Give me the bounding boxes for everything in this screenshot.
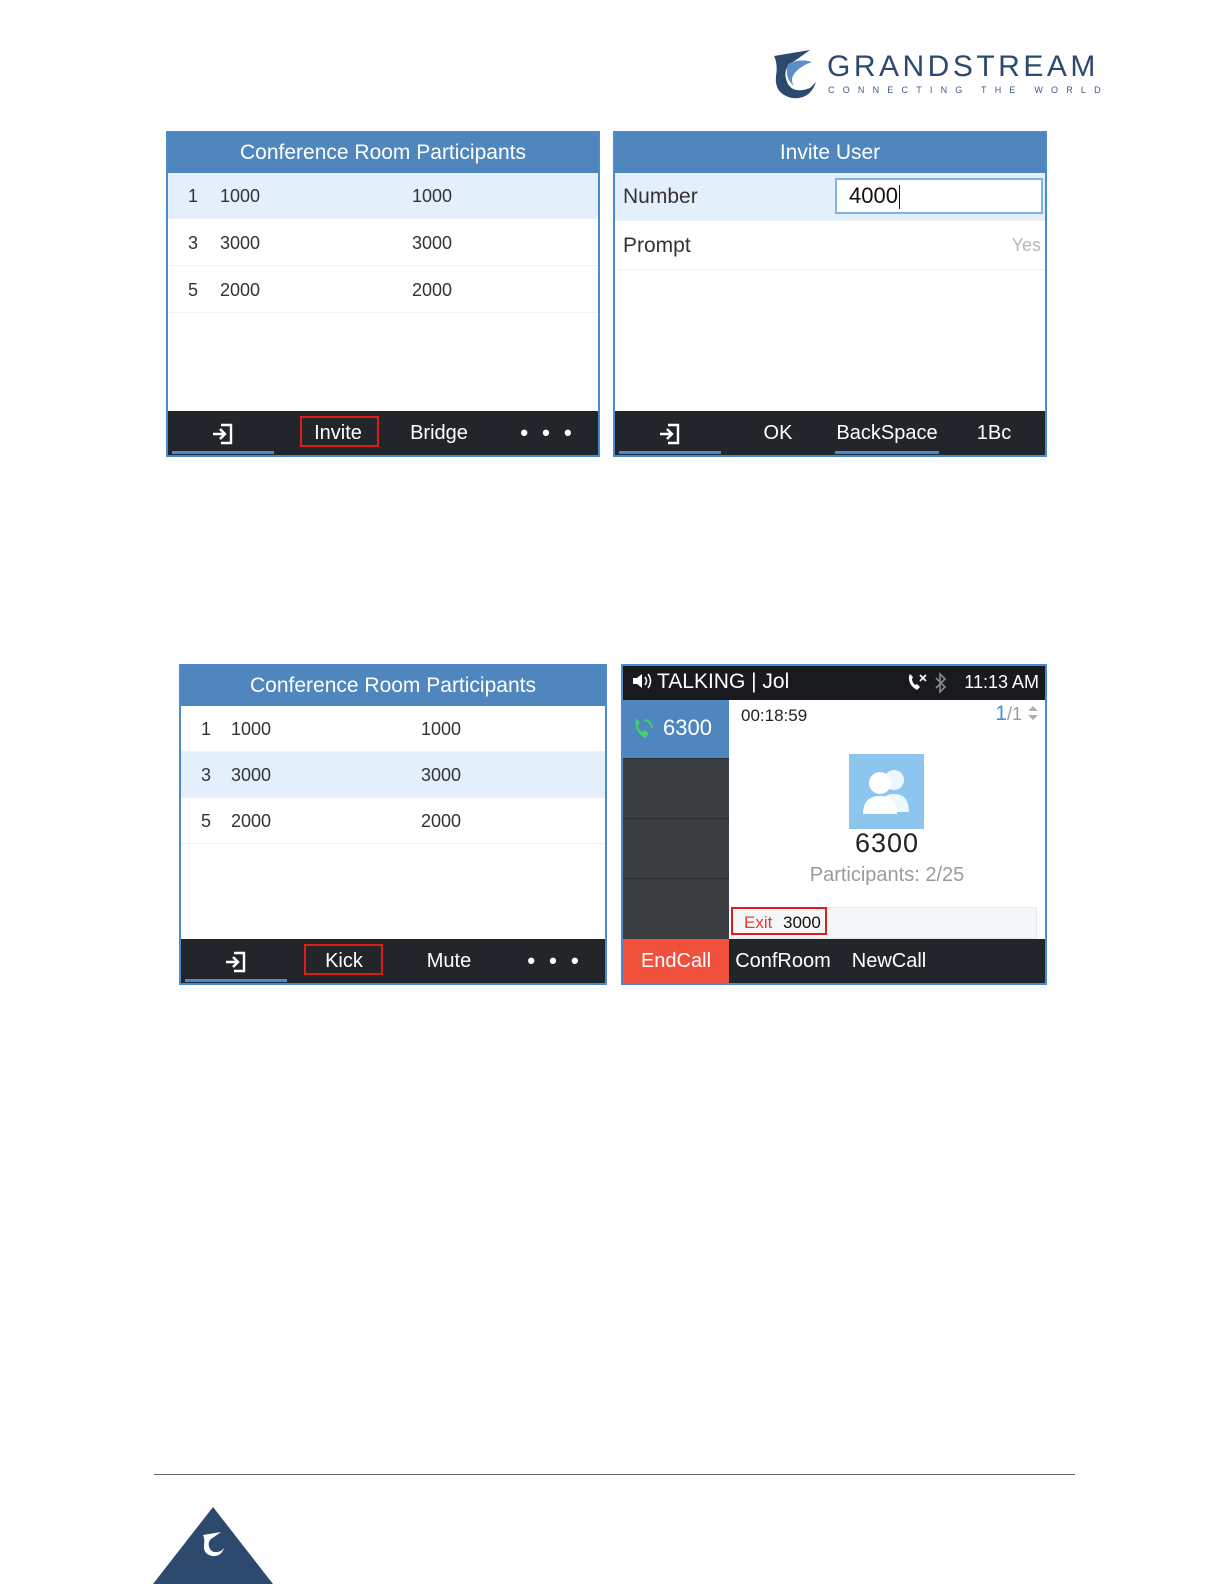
footer-divider xyxy=(154,1474,1075,1475)
participant-index: 3 xyxy=(201,765,212,785)
participant-name: 1000 xyxy=(220,186,261,206)
input-mode-softkey[interactable]: 1Bc xyxy=(976,422,1012,444)
prompt-row[interactable] xyxy=(615,222,1045,270)
mute-softkey[interactable]: Mute xyxy=(426,950,472,972)
exit-number: 3000 xyxy=(783,913,821,932)
page-total: /1 xyxy=(1006,704,1022,724)
missed-call-icon xyxy=(906,673,928,693)
talking-screen xyxy=(621,664,1047,985)
brand-name: GRANDSTREAM xyxy=(827,50,1099,83)
more-softkey[interactable]: • • • xyxy=(527,948,583,973)
grandstream-logo xyxy=(770,48,1109,100)
participant-name: 2000 xyxy=(220,280,261,300)
invite-softkey[interactable]: Invite xyxy=(314,422,362,444)
empty-line-slot[interactable] xyxy=(623,878,729,937)
prompt-value: Yes xyxy=(1011,235,1041,255)
participant-number: 1000 xyxy=(412,186,453,206)
number-row xyxy=(615,173,1045,221)
number-label: Number xyxy=(623,185,698,208)
grandstream-swirl-icon xyxy=(770,48,820,100)
bridge-softkey[interactable]: Bridge xyxy=(410,422,468,444)
participant-row[interactable] xyxy=(181,706,605,752)
backspace-softkey[interactable] xyxy=(833,411,941,455)
phone-call-icon xyxy=(631,717,655,741)
footer-brand-badge-icon xyxy=(153,1507,273,1584)
line-panel xyxy=(623,700,729,939)
newcall-softkey[interactable]: NewCall xyxy=(851,950,927,972)
back-enter-icon xyxy=(658,422,682,446)
softkey-bar xyxy=(615,411,1045,455)
screen-title: Conference Room Participants xyxy=(168,133,598,173)
softkey-bar xyxy=(181,939,605,983)
screen-title: Invite User xyxy=(615,133,1045,173)
conference-avatar-icon xyxy=(849,754,924,829)
participant-name: 2000 xyxy=(231,811,272,831)
participant-row[interactable] xyxy=(181,798,605,844)
focus-underline xyxy=(619,451,721,454)
call-panel xyxy=(729,700,1045,939)
up-down-arrows-icon xyxy=(1027,705,1039,721)
call-duration: 00:18:59 xyxy=(741,706,808,725)
back-enter-icon xyxy=(224,950,248,974)
endcall-softkey[interactable]: EndCall xyxy=(623,939,729,983)
back-enter-icon xyxy=(211,422,235,446)
call-status-text: TALKING | Jol xyxy=(657,670,790,693)
participant-index: 1 xyxy=(201,719,212,739)
brand-tagline: CONNECTING THE WORLD xyxy=(828,85,1109,95)
participant-number: 3000 xyxy=(421,765,462,785)
participant-index: 5 xyxy=(188,280,199,300)
softkey-bar xyxy=(623,939,1045,983)
more-softkey[interactable]: • • • xyxy=(520,420,576,445)
back-softkey[interactable] xyxy=(617,411,723,455)
clock: 11:13 AM xyxy=(964,672,1039,692)
participant-name: 3000 xyxy=(231,765,272,785)
participant-number: 3000 xyxy=(412,233,453,253)
invite-user-screen xyxy=(613,131,1047,457)
focus-underline xyxy=(835,451,939,454)
confroom-softkey[interactable]: ConfRoom xyxy=(735,950,831,972)
prompt-label: Prompt xyxy=(623,234,691,257)
call-status xyxy=(631,670,789,694)
participant-row[interactable] xyxy=(168,267,598,313)
line-number: 6300 xyxy=(663,715,712,740)
highlight-box xyxy=(300,416,379,447)
softkey-bar xyxy=(168,411,598,455)
number-value: 4000 xyxy=(849,183,898,208)
ok-softkey[interactable]: OK xyxy=(763,422,793,444)
participant-row[interactable] xyxy=(168,220,598,266)
screen-title: Conference Room Participants xyxy=(181,666,605,706)
conference-participants-kick-screen xyxy=(179,664,607,985)
participant-row[interactable] xyxy=(181,752,605,798)
speaker-icon xyxy=(631,671,657,691)
back-softkey[interactable] xyxy=(183,939,289,983)
participant-number: 1000 xyxy=(421,719,462,739)
active-line[interactable] xyxy=(623,700,729,758)
bluetooth-icon xyxy=(934,672,948,694)
focus-underline xyxy=(185,979,287,982)
exit-label: Exit xyxy=(744,913,773,932)
participant-index: 3 xyxy=(188,233,199,253)
participant-name: 1000 xyxy=(231,719,272,739)
call-pager[interactable] xyxy=(995,702,1039,726)
empty-line-slot[interactable] xyxy=(623,758,729,817)
focus-underline xyxy=(172,451,274,454)
participants-count: Participants: 2/25 xyxy=(809,864,965,886)
page-current: 1 xyxy=(995,702,1007,725)
highlight-box xyxy=(304,944,383,975)
highlight-box xyxy=(731,907,827,935)
participant-number: 2000 xyxy=(421,811,462,831)
participant-index: 5 xyxy=(201,811,212,831)
empty-line-slot[interactable] xyxy=(623,818,729,877)
status-bar xyxy=(623,666,1045,700)
participant-row[interactable] xyxy=(168,173,598,219)
number-input[interactable] xyxy=(835,178,1043,214)
kick-softkey[interactable]: Kick xyxy=(325,950,363,972)
participant-name: 3000 xyxy=(220,233,261,253)
conference-number: 6300 xyxy=(854,828,920,858)
participant-number: 2000 xyxy=(412,280,453,300)
backspace-label: BackSpace xyxy=(836,422,938,444)
conference-participants-screen xyxy=(166,131,600,457)
text-caret xyxy=(899,185,900,209)
participant-index: 1 xyxy=(188,186,199,206)
back-softkey[interactable] xyxy=(170,411,276,455)
